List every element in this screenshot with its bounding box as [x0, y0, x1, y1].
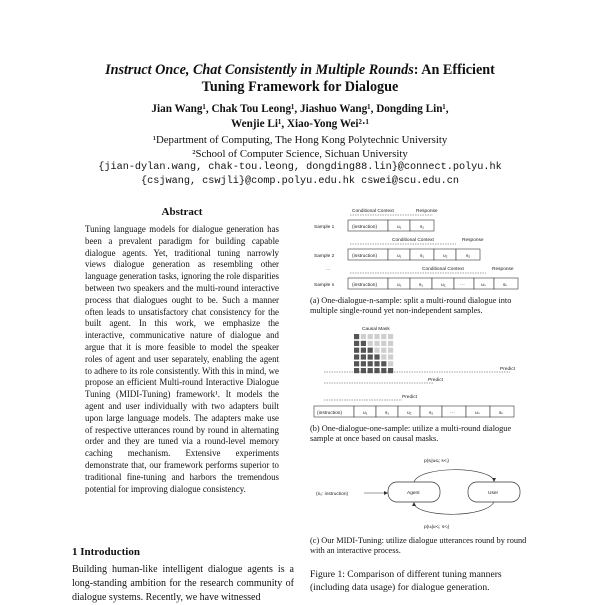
mask-cell — [354, 341, 359, 346]
mask-cell — [368, 341, 373, 346]
mask-cell — [381, 348, 386, 353]
title-rest: : An Efficient — [413, 62, 495, 78]
fig-a-u2-rn: u₂ — [441, 283, 446, 288]
fig-b-predict-2: Predict — [428, 378, 443, 383]
causal-mask-grid — [354, 334, 393, 373]
title-line2: Tuning Framework for Dialogue — [201, 79, 399, 95]
fig-c-bottom-formula: p(uᵢ|u<ᵢ; s<ᵢ) — [424, 525, 450, 530]
mask-cell — [388, 361, 393, 366]
mask-cell — [388, 368, 393, 373]
mask-cell — [361, 354, 366, 359]
fig-a-s1-rn: s₁ — [419, 283, 424, 288]
fig-a-sn-rn: sₙ — [503, 283, 508, 288]
mask-cell — [354, 348, 359, 353]
fig-a-cond-context-n: Conditional Context — [422, 267, 464, 272]
mask-cell — [361, 348, 366, 353]
mask-cell — [361, 341, 366, 346]
fig-a-s1-r2: s₁ — [420, 254, 425, 259]
fig-b-predict-1: Predict — [402, 395, 417, 400]
fig-a-response-2: Response — [462, 238, 484, 243]
mask-cell — [388, 348, 393, 353]
fig-c-agent: Agent — [407, 491, 420, 496]
mask-cell — [354, 361, 359, 366]
fig-b-s2: s₂ — [429, 411, 434, 416]
fig-a-dots-rn: ··· — [460, 283, 465, 288]
fig-c-top-formula: p(sᵢ|u≤ᵢ; s<ᵢ) — [424, 459, 449, 464]
fig-b-u2: u₂ — [407, 411, 412, 416]
authors — [0, 102, 600, 132]
fig-a-cond-context-1: Conditional Context — [352, 209, 394, 214]
figure-c-caption: (c) Our MIDI-Tuning: utilize dialogue utterances round by round with an interactive process. — [310, 536, 527, 556]
mask-cell — [361, 334, 366, 339]
fig-b-un: uₙ — [475, 411, 480, 416]
fig-a-instruction-1: (instruction) — [352, 225, 378, 230]
affiliation-2: ²School of Computer Science, Sichuan University — [192, 148, 408, 160]
mask-cell — [381, 354, 386, 359]
fig-c-input: (s₀: instruction) — [316, 492, 349, 497]
email-line-2: {csjwang, cswjli}@comp.polyu.edu.hk cswei@scu.edu.cn — [141, 176, 459, 187]
intro-heading: 1 Introduction — [72, 546, 140, 558]
fig-b-causal-mask: Causal Mask — [362, 327, 390, 332]
fig-a-u1-r2: u₁ — [397, 254, 402, 259]
fig-a-un-rn: uₙ — [481, 283, 486, 288]
mask-cell — [354, 354, 359, 359]
mask-cell — [388, 354, 393, 359]
fig-a-instruction-2: (instruction) — [352, 254, 378, 259]
fig-a-u1-r1: u₁ — [397, 225, 402, 230]
mask-cell — [374, 368, 379, 373]
figure-b-caption: (b) One-dialogue-one-sample: utilize a multi-round dialogue sample at once based on causal masks. — [310, 424, 512, 444]
mask-cell — [381, 341, 386, 346]
figure-c-diagram — [310, 452, 528, 532]
fig-a-s2-r2: s₂ — [466, 254, 471, 259]
paper-title — [0, 62, 600, 96]
mask-cell — [361, 368, 366, 373]
intro-body: Building human-like intelligent dialogue agents is a long-standing ambition for the research community of dialogue systems. Recently, we have witnessed — [72, 564, 294, 603]
fig-a-u2-r2: u₂ — [443, 254, 448, 259]
fig-b-sn: sₙ — [499, 411, 504, 416]
mask-cell — [374, 341, 379, 346]
mask-cell — [354, 368, 359, 373]
mask-cell — [368, 354, 373, 359]
email-line-1: {jian-dylan.wang, chak-tou.leong, dongding88.lin}@connect.polyu.hk — [98, 162, 502, 173]
mask-cell — [368, 348, 373, 353]
mask-cell — [368, 334, 373, 339]
fig-b-predict-3: Predict — [500, 367, 515, 372]
figure-a-caption: (a) One-dialogue-n-sample: split a multi-round dialogue into multiple single-round yet non-independent samples. — [310, 296, 512, 316]
fig-b-u1: u₁ — [363, 411, 368, 416]
mask-cell — [368, 368, 373, 373]
fig-a-response-1: Response — [416, 209, 438, 214]
abstract-heading: Abstract — [161, 206, 203, 218]
fig-a-sample2: Sample 2 — [314, 254, 335, 259]
mask-cell — [361, 361, 366, 366]
mask-cell — [388, 341, 393, 346]
affiliation-1: ¹Department of Computing, The Hong Kong Polytechnic University — [152, 134, 448, 146]
mask-cell — [374, 361, 379, 366]
figure-1-caption: Figure 1: Comparison of different tuning manners (including data usage) for dialogue generation. — [310, 569, 502, 593]
fig-a-u1-rn: u₁ — [397, 283, 402, 288]
mask-cell — [374, 348, 379, 353]
mask-cell — [374, 354, 379, 359]
authors-line1: Jian Wang¹, Chak Tou Leong¹, Jiashuo Wang¹, Dongding Lin¹, — [151, 103, 449, 115]
abstract-body: Tuning language models for dialogue generation has been a prevalent paradigm for building capable dialogue agents. Yet, traditional tuning narrowly views dialogue generation as resembling other language generation tasks, ignoring the role disparities between two speakers and the multi-round interactive process that dialogues ought to be. Such a manner often leads to unsatisfactory chat consistency for the built agent. In this work, we emphasize the interactive, communicative nature of dialogue and argue that it is more feasible to model the speaker roles of agent and user separately, enabling the agent to adhere to its role consistently. With this in mind, we propose an efficient Multi-round Interactive Dialogue Tuning (MIDI-Tuning) framework¹. It models the agent and user individually with two adapters built upon large language models. The adapters make use of respective utterances round by round in alternating order and they are tuned via a round-level memory caching mechanism. Extensive experiments demonstrate that, our framework performs superior to traditional fine-tuning and harbors the tremendous potential for improving dialogue consistency. — [85, 224, 279, 494]
fig-a-response-n: Response — [492, 267, 514, 272]
mask-cell — [368, 361, 373, 366]
fig-a-ellipsis: ... — [326, 267, 330, 272]
mask-cell — [354, 334, 359, 339]
mask-cell — [374, 334, 379, 339]
mask-cell — [381, 368, 386, 373]
mask-cell — [381, 361, 386, 366]
mask-cell — [381, 334, 386, 339]
fig-a-s1-r1: s₁ — [420, 225, 425, 230]
title-italic: Instruct Once, Chat Consistently in Multiple Rounds — [105, 62, 414, 78]
fig-c-user: User — [488, 491, 499, 496]
fig-a-instruction-n: (instruction) — [352, 283, 378, 288]
affiliations — [0, 133, 600, 189]
fig-a-cond-context-2: Conditional Context — [392, 238, 434, 243]
figure-b-diagram — [310, 322, 528, 420]
fig-a-samplen: Sample n — [314, 283, 335, 288]
fig-b-instruction: (instruction) — [317, 411, 343, 416]
authors-line2: Wenjie Li¹, Xiao-Yong Wei²·¹ — [231, 118, 369, 130]
fig-b-s1: s₁ — [385, 411, 390, 416]
fig-b-dots: ··· — [450, 411, 455, 416]
figure-a-diagram — [310, 204, 528, 294]
fig-a-sample1: Sample 1 — [314, 225, 335, 230]
mask-cell — [388, 334, 393, 339]
